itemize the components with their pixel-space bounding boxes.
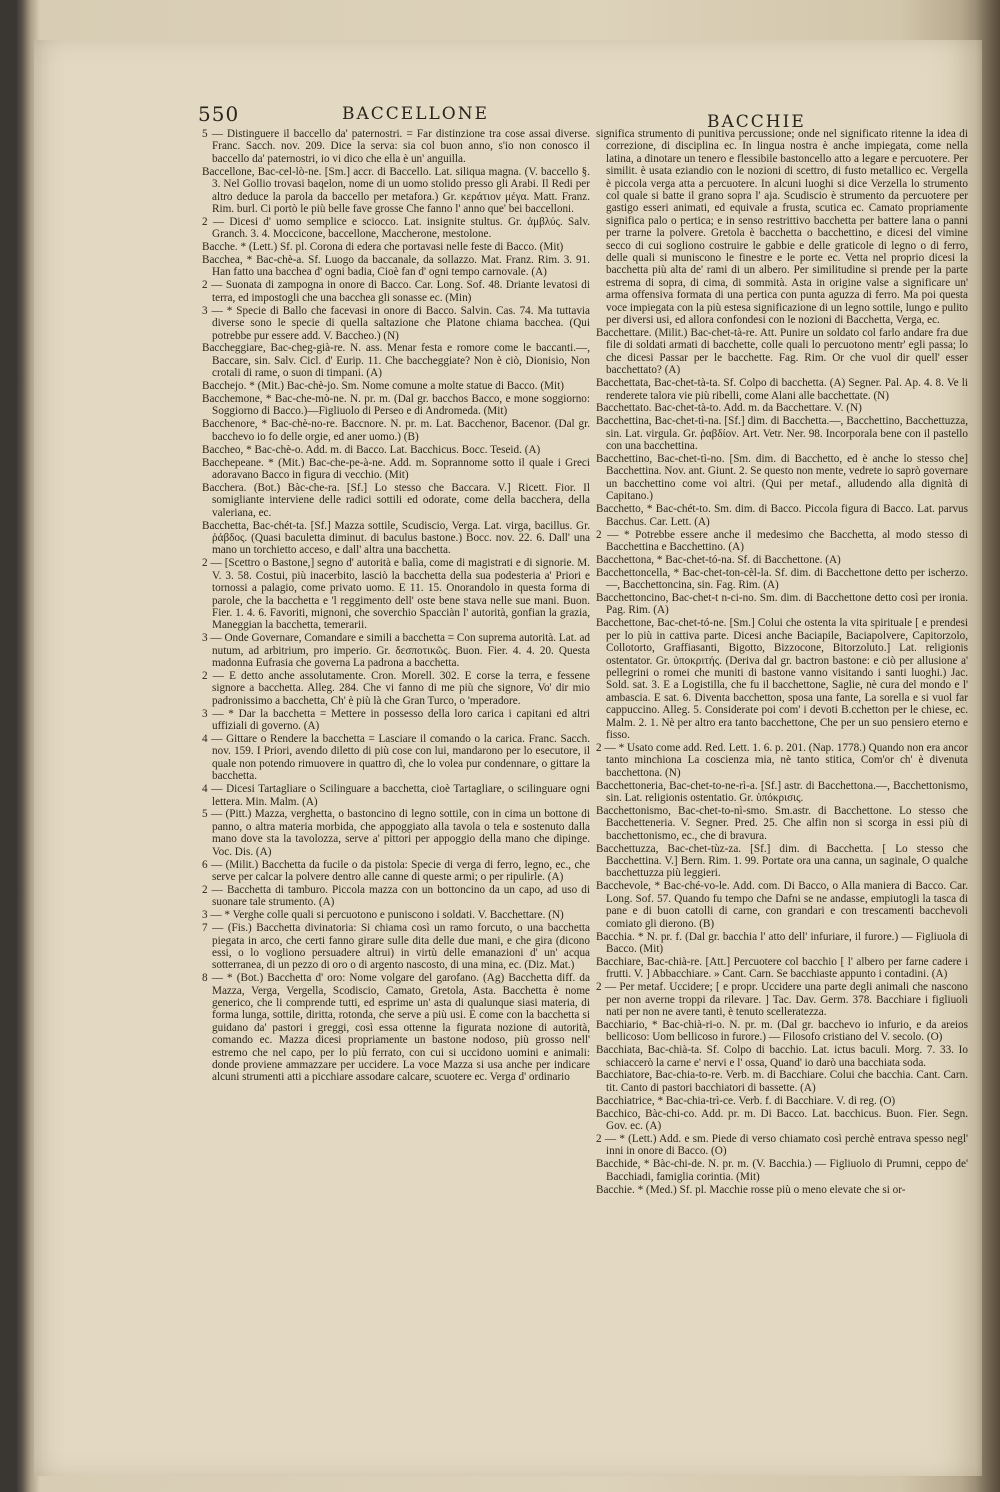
dictionary-entry: Bacchejo. * (Mit.) Bac-chè-jo. Sm. Nome comune a molte statue di Bacco. (Mit) (202, 380, 564, 393)
dictionary-entry: 4 — Dicesi Tartagliare o Scilinguare a bacchetta, cioè Tartagliare, o scilinguare ogni lettera. Min. Malm. (A) (202, 783, 590, 808)
dictionary-entry: 2 — * (Lett.) Add. e sm. Piede di verso chiamato così perchè entrava spesso negl' inni in onore di Bacco. (O) (596, 1133, 968, 1158)
dictionary-entry: 2 — E detto anche assolutamente. Cron. Morell. 302. E corse la terra, e fessene signore a bacchetta. Alleg. 284. Che vi fanno di me più che signore, Vo' dir mio padronissimo a bacchetta, Ch' è più là che Gran Turco, o 'mperadore. (202, 669, 590, 707)
dictionary-entry: Bacchetta, Bac-chét-ta. [Sf.] Mazza sottile, Scudiscio, Verga. Lat. virga, bacillus. Gr. ῥάβδος. (Quasi baculetta diminut. di baculus bastone.) Bocc. nov. 22. 6. Dall' una mano un torchietto acceso, e dall' altra una bacchetta. (202, 519, 590, 557)
dictionary-entry: 3 — Onde Governare, Comandare e simili a bacchetta = Con suprema autorità. Lat. ad nutum, ad arbitrium, pro imperio. Gr. δεσποτικῶς. Buon. Fier. 4. 4. 20. Questa madonna Eufrasia che governa La padrona a bacchetta. (202, 632, 590, 670)
dictionary-entry: Bacchenore, * Bac-chè-no-re. Baccnore. N. pr. m. Lat. Bacchenor, Bacenor. (Dal gr. bacchevo io fo delle orgie, ed aner uomo.) (B) (202, 418, 590, 443)
dictionary-entry: 2 — [Scettro o Bastone,] segno d' autorità e balìa, come di magistrati e di signorie. M. V. 3. 58. Costui, più inacerbito, lasciò la bacchetta della sua podesteria a' Priori e tornossi a palagio, come privato uomo. E 11. 15. Onorandolo in questa forma di parole, che la bacchetta e 'l reggimento dell' oste bene stava nelle sue mani. Buon. Fier. 1. 4. 6. Favoriti, mignoni, che soverchio Spacciàn l' autorità, gonfian la grazia, Maneggian la bacchetta, temerarii. (202, 557, 590, 632)
dictionary-entry: 3 — * Specie di Ballo che facevasi in onore di Bacco. Salvin. Cas. 74. Ma tuttavia diverse sono le specie di quella saltazione che Platone chiama bacchea. (Qui potrebbe pur essere add. V. Baccheo.) (N) (202, 304, 590, 342)
dictionary-entry: 2 — Bacchetta di tamburo. Piccola mazza con un bottoncino da un capo, ad uso di suonare tale strumento. (A) (202, 883, 590, 909)
dictionary-entry: 2 — Dicesi d' uomo semplice e sciocco. Lat. insignite stultus. Gr. ἀμβλύς. Salv. Granch. 3. 4. Moccicone, baccellone, Maccherone, mestolone. (202, 215, 590, 241)
dictionary-entry: Bacchettone, Bac-chet-tó-ne. [Sm.] Colui che ostenta la vita spirituale [ e prendesi per lo più in cattiva parte. Dicesi anche Baciapile, Baciapolvere, Capitorzolo, Collotorto, Graffiasanti, Bigotto, Bizzocone, Bitorzoluto.] Lat. religionis ostentator. Gr. ὑποκριτής. (Deriva dal gr. bactron bastone: e ciò per allusione a' pellegrini o romei che muniti di bastone vanno visitando i santi luoghi.) Jac. Sold. sat. 3. E a Logistilla, che fu il bacchettone, Saglie, nè cura del mondo e l' ambascia. E sat. 6. Diventa bacchetton, sposa una fante, La sorella e si vuol far cappuccino. Alleg. 5. Considerate poi com' i devoti B.cchetton per le chiese, ec. Malm. 2. 1. Nè per altro era tanto bacchettone, Che per un suo pensiero eterno e fisso. (596, 617, 968, 741)
dictionary-entry: Bacchico, Bàc-chi-co. Add. pr. m. Di Bacco. Lat. bacchicus. Buon. Fier. Segn. Gov. ec. (A) (596, 1107, 968, 1133)
dictionary-entry: Bacchide, * Bàc-chi-de. N. pr. m. (V. Bacchia.) — Figliuolo di Prumni, ceppo de' Bacchiadi, famiglia corintia. (Mit) (596, 1158, 968, 1183)
dictionary-entry: Bacchiatore, Bac-chia-to-re. Verb. m. di Bacchiare. Colui che bacchia. Cant. Carn. tit. Canto di pastori bacchiatori di bassette. (A) (596, 1069, 968, 1094)
dictionary-entry: Bacchiatrice, * Bac-chia-trì-ce. Verb. f. di Bacchiare. V. di reg. (O) (596, 1094, 896, 1107)
dictionary-entry: Bacchettare. (Milit.) Bac-chet-tà-re. Att. Punire un soldato col farlo andare fra due file di soldati armati di bacchette, colle quali lo percuotono mentr' egli passa; lo che dicesi Passar per le bacchette. Fag. Rim. Or che vuol dir quell' esser bacchettato? (A) (596, 327, 968, 377)
dictionary-entry: Bacchettona, * Bac-chet-tó-na. Sf. di Bacchettone. (A) (596, 553, 841, 566)
dictionary-entry: Bacchera. (Bot.) Bàc-che-ra. [Sf.] Lo stesso che Baccara. V.] Ricett. Fior. Il somigliante interviene delle radici sottili ed odorate, come della bacchera, della valeriana, ec. (202, 481, 590, 519)
dictionary-entry: Bacchettata, Bac-chet-tà-ta. Sf. Colpo di bacchetta. (A) Segner. Pal. Ap. 4. 8. Ve li renderete talora vie più ribelli, come Alani alle bacchettate. (N) (596, 377, 968, 402)
left-column (202, 128, 590, 1478)
dictionary-entry: significa strumento di punitiva percussione; onde nel significato ritenne la idea di correzione, di disciplina ec. In lingua nostra è anche impiegata, come nella latina, a dinotare un tenero e flessibile bastoncello atto a legare e percuotere. Per similit. è usata eziandio con le nozioni di scettro, di fusto metallico ec. Vergella è piccola verga atta a percuotere. In alcuni luoghi si dice Verzella lo strumento col quale si batte il grano sopra l' aja. Scudiscio è strumento da percuotere per gastigo esseri animati, ed equivale a frusta, scutica ec. Camato propriamente significa palo o pertica; e in senso restrittivo bacchetta per battere lana o panni per trarne la polvere. Gretola è bacchetta o bacchettino, e dicesi del vimine secco di cui sogliono costruire le gabbie e delle graticole di legno o di ferro, delle quali si muniscono le finestre e le porte ec. Vetta nel proprio dicesi la bacchetta più alta de' rami di un albero. Per similitudine si prende per la parte estrema di sopra, di cima, di sommità. Asta in origine valse a significare un' arma offensiva formata di una pertica con punta aguzza di ferro. Ma poi questa voce impiegata con la più estesa significazione di un legno sottile, lungo e pulito per diversi usi, ed allora confondesi con le nozioni di Bacchetta, Verga, ec. (596, 128, 968, 327)
dictionary-entry: Bacchettato. Bac-chet-tà-to. Add. m. da Bacchettare. V. (N) (596, 402, 862, 415)
right-column (596, 128, 968, 1478)
dictionary-entry: 2 — * Usato come add. Red. Lett. 1. 6. p. 201. (Nap. 1778.) Quando non era ancor tanto minchiona La coscienza mia, nè tanto stitica, Com'or ch' è divenuta bacchettona. (N) (596, 741, 968, 779)
dictionary-entry: Bacchepeane. * (Mit.) Bac-che-pe-à-ne. Add. m. Soprannome sotto il quale i Greci adoravano Bacco in figura di vecchio. (Mit) (202, 456, 590, 481)
dictionary-entry: Bacchemone, * Bac-che-mò-ne. N. pr. m. (Dal gr. bacchos Bacco, e mone soggiorno: Soggiorno di Bacco.)—Figliuolo di Perseo e di Andromeda. (Mit) (202, 393, 590, 418)
dictionary-entry: Bacche. * (Lett.) Sf. pl. Corona di edera che portavasi nelle feste di Bacco. (Mit) (202, 241, 564, 254)
dictionary-entry: Bacchettino, Bac-chet-tì-no. [Sm. dim. di Bacchetto, ed è anche lo stesso che] Bacchettina. Nov. ant. Giunt. 2. Se questo non mente, vedrete io saprò governare un bacchettino come voi altri. (Qui per metaf., alludendo alla dignità di Capitano.) (596, 453, 968, 503)
dictionary-entry: 3 — * Dar la bacchetta = Mettere in possesso della loro carica i capitani ed altri uffiziali di governo. (A) (202, 707, 590, 733)
dictionary-entry: 3 — * Verghe colle quali si percuotono e puniscono i soldati. V. Bacchettare. (N) (202, 909, 564, 922)
dictionary-entry: Baccheggiare, Bac-cheg-già-re. N. ass. Menar festa e romore come le baccanti.—, Baccare, sin. Salv. Cicl. d' Eurip. 11. Che baccheggiate? Non è ciò, Dionisio, Non crotali di rame, o suon di timpani. (A) (202, 342, 590, 380)
dictionary-entry: 5 — (Pitt.) Mazza, verghetta, o bastoncino di legno sottile, con in cima un bottone di panno, o altra materia morbida, che appoggiato alla tavola o tela e sostenuto dalla mano dove sta la tavolozza, serve a' pittori per appoggio della mano che dipinge. Voc. Dis. (A) (202, 808, 590, 858)
dictionary-entry: Bacchia. * N. pr. f. (Dal gr. bacchia l' atto dell' infuriare, il furore.) — Figliuola di Bacco. (Mit) (596, 930, 968, 955)
dictionary-entry: Bacchevole, * Bac-ché-vo-le. Add. com. Di Bacco, o Alla maniera di Bacco. Car. Long. Sof. 57. Quando fu tempo che Dafni se ne andasse, empiutogli la tasca di pane e di buon catolli di carne, con grandari e con trescamenti bacchevoli comiato gli dierono. (B) (596, 880, 968, 930)
dictionary-entry: 4 — Gittare o Rendere la bacchetta = Lasciare il comando o la carica. Franc. Sacch. nov. 159. I Priori, avendo diletto di più cose con lui, mandarono per lo esecutore, il quale non potendo rimuovere in quattro dì, che lo volea pur condennare, o gittare la bacchetta. (202, 733, 590, 783)
dictionary-entry: 7 — (Fis.) Bacchetta divinatoria: Si chiama così un ramo forcuto, o una bacchetta piegata in arco, che certi fanno girare sulle dita delle due mani, e che gira (dicono essi, o lo vogliono persuadere altrui) in virtù delle emanazioni d' un' acqua sotterranea, di un pezzo di oro o di argento nascosto, di una mina, ec. (Diz. Mat.) (202, 922, 590, 972)
page-number: 550 (198, 102, 240, 126)
dictionary-entry: Bacchiata, Bac-chià-ta. Sf. Colpo di bacchio. Lat. ictus baculi. Morg. 7. 33. Io schiaccerò la carne e' nervi e l' ossa, Quand' io darò una bacchiata soda. (596, 1044, 968, 1069)
dictionary-entry: Bacchiare, Bac-chià-re. [Att.] Percuotere col bacchio [ l' albero per farne cadere i frutti. V. ] Abbacchiare. » Cant. Carn. Se bacchiaste appunto i contadini. (A) (596, 955, 968, 981)
dictionary-entry: Bacchettoneria, Bac-chet-to-ne-rì-a. [Sf.] astr. di Bacchettona.—, Bacchettonismo, sin. Lat. religionis ostentatio. Gr. ὑπόκρισις. (596, 779, 968, 805)
dictionary-entry: 2 — * Potrebbe essere anche il medesimo che Bacchetta, al modo stesso di Bacchettina e Bacchettino. (A) (596, 528, 968, 553)
running-head-left: BACCELLONE (342, 104, 489, 124)
dictionary-entry: Bacchettoncino, Bac-chet-t n-ci-no. Sm. dim. di Bacchettone detto così per ironia. Pag. Rim. (A) (596, 592, 968, 617)
dictionary-entry: 6 — (Milit.) Bacchetta da fucile o da pistola: Specie di verga di ferro, legno, ec., che serve per calcar la polvere dentro alle canne di queste armi; o per ripulirle. (A) (202, 858, 590, 883)
dictionary-entry: Bacchettuzza, Bac-chet-tùz-za. [Sf.] dim. di Bacchetta. [ Lo stesso che Bacchettina. V.] Bern. Rim. 1. 99. Portate ora una canna, un saginale, O qualche bacchettuzza più leggieri. (596, 842, 968, 880)
dictionary-entry: Bacchettonismo, Bac-chet-to-nì-smo. Sm.astr. di Bacchettone. Lo stesso che Bacchetteneria. V. Segner. Pred. 25. Che alfin non si scorga in essi più di bacchettonismo, ec., che di bravura. (596, 804, 968, 842)
dictionary-entry: Bacchettoncella, * Bac-chet-ton-cèl-la. Sf. dim. di Bacchettone detto per ischerzo.—, Bacchettoncina, sin. Fag. Rim. (A) (596, 566, 968, 592)
dictionary-entry: Bacchea, * Bac-chè-a. Sf. Luogo da baccanale, da sollazzo. Mat. Franz. Rim. 3. 91. Han fatto una bacchea d' ogni badia, Cioè fan d' ogni tempo carnovale. (A) (202, 254, 590, 279)
dictionary-entry: Bacchetto, * Bac-chét-to. Sm. dim. di Bacco. Piccola figura di Bacco. Lat. parvus Bacchus. Car. Lett. (A) (596, 503, 968, 528)
dictionary-entry: Baccellone, Bac-cel-lò-ne. [Sm.] accr. di Baccello. Lat. siliqua magna. (V. baccello §. 3. Nel Gollio trovasi baqelon, nome di un uomo stolido presso gli Arabi. Il Redi per altro deduce la parola da baccello per metafora.) Gr. κεράτιον μέγα. Matt. Franz. Rim. burl. Ci portò le più belle fave grosse Che fanno l' anno que' bei baccelloni. (202, 165, 590, 215)
dictionary-entry: Bacchie. * (Med.) Sf. pl. Macchie rosse più o meno elevate che si or- (596, 1183, 906, 1196)
dictionary-entry: 2 — Per metaf. Uccidere; [ e propr. Uccidere una parte degli animali che nascono per non averne troppi da rilevare. ] Tac. Dav. Germ. 378. Bacchiare i figliuoli nati per non ne avere tanti, è tenuto scelleratezza. (596, 981, 968, 1018)
running-head-right: BACCHIE (707, 112, 806, 132)
dictionary-entry: Bacchiario, * Bac-chià-ri-o. N. pr. m. (Dal gr. bacchevo io infurio, e da areios bellicoso: Uom bellicoso in furore.) — Filosofo cristiano del V. secolo. (O) (596, 1018, 968, 1044)
dictionary-entry: 5 — Distinguere il baccello da' paternostri. = Far distinzione tra cose assai diverse. Franc. Sacch. nov. 209. Dice la serva: sia col buon anno, s'io non conosco il baccello da' paternostri, io vi dico che ella è un' anguilla. (202, 128, 590, 165)
dictionary-entry: 2 — Suonata di zampogna in onore di Bacco. Car. Long. Sof. 48. Driante levatosi di terra, ed impostogli che una bacchea gli sonasse ec. (Min) (202, 279, 590, 304)
dictionary-entry: 8 — * (Bot.) Bacchetta d' oro: Nome volgare del garofano. (Ag) Bacchetta diff. da Mazza, Verga, Vergella, Scodiscio, Camato, Gretola, Asta. Bacchetta è nome generico, che li comprende tutti, ed esprime un' asta di qualunque siasi materia, di forma lunga, sottile, diritta, rotonda, che serve a più usi. E come con la bacchetta si guidano da' pastori i greggi, così essa ottenne la figurata nozione di autorità, comando ec. Mazza dicesi propriamente un bastone nodoso, più grosso nell' estremo che nel capo, per lo più ferrato, con cui si uccidono uomini e animali: donde proviene ammazzare per uccidere. La voce Mazza si usa anche per indicare alcuni strumenti atti a picchiare assodare calcare, scuotere ec. Verga d' ordinario (202, 972, 590, 1084)
dictionary-entry: Baccheo, * Bac-chè-o. Add. m. di Bacco. Lat. Bacchicus. Bocc. Teseid. (A) (202, 443, 541, 456)
dictionary-entry: Bacchettina, Bac-chet-tì-na. [Sf.] dim. di Bacchetta.—, Bacchettino, Bacchettuzza, sin. Lat. virgula. Gr. ῥαβδίον. Art. Vetr. Ner. 98. Incorporala bene con il pastello con una bacchettina. (596, 415, 968, 453)
page-edge-shadow (976, 0, 1000, 1492)
